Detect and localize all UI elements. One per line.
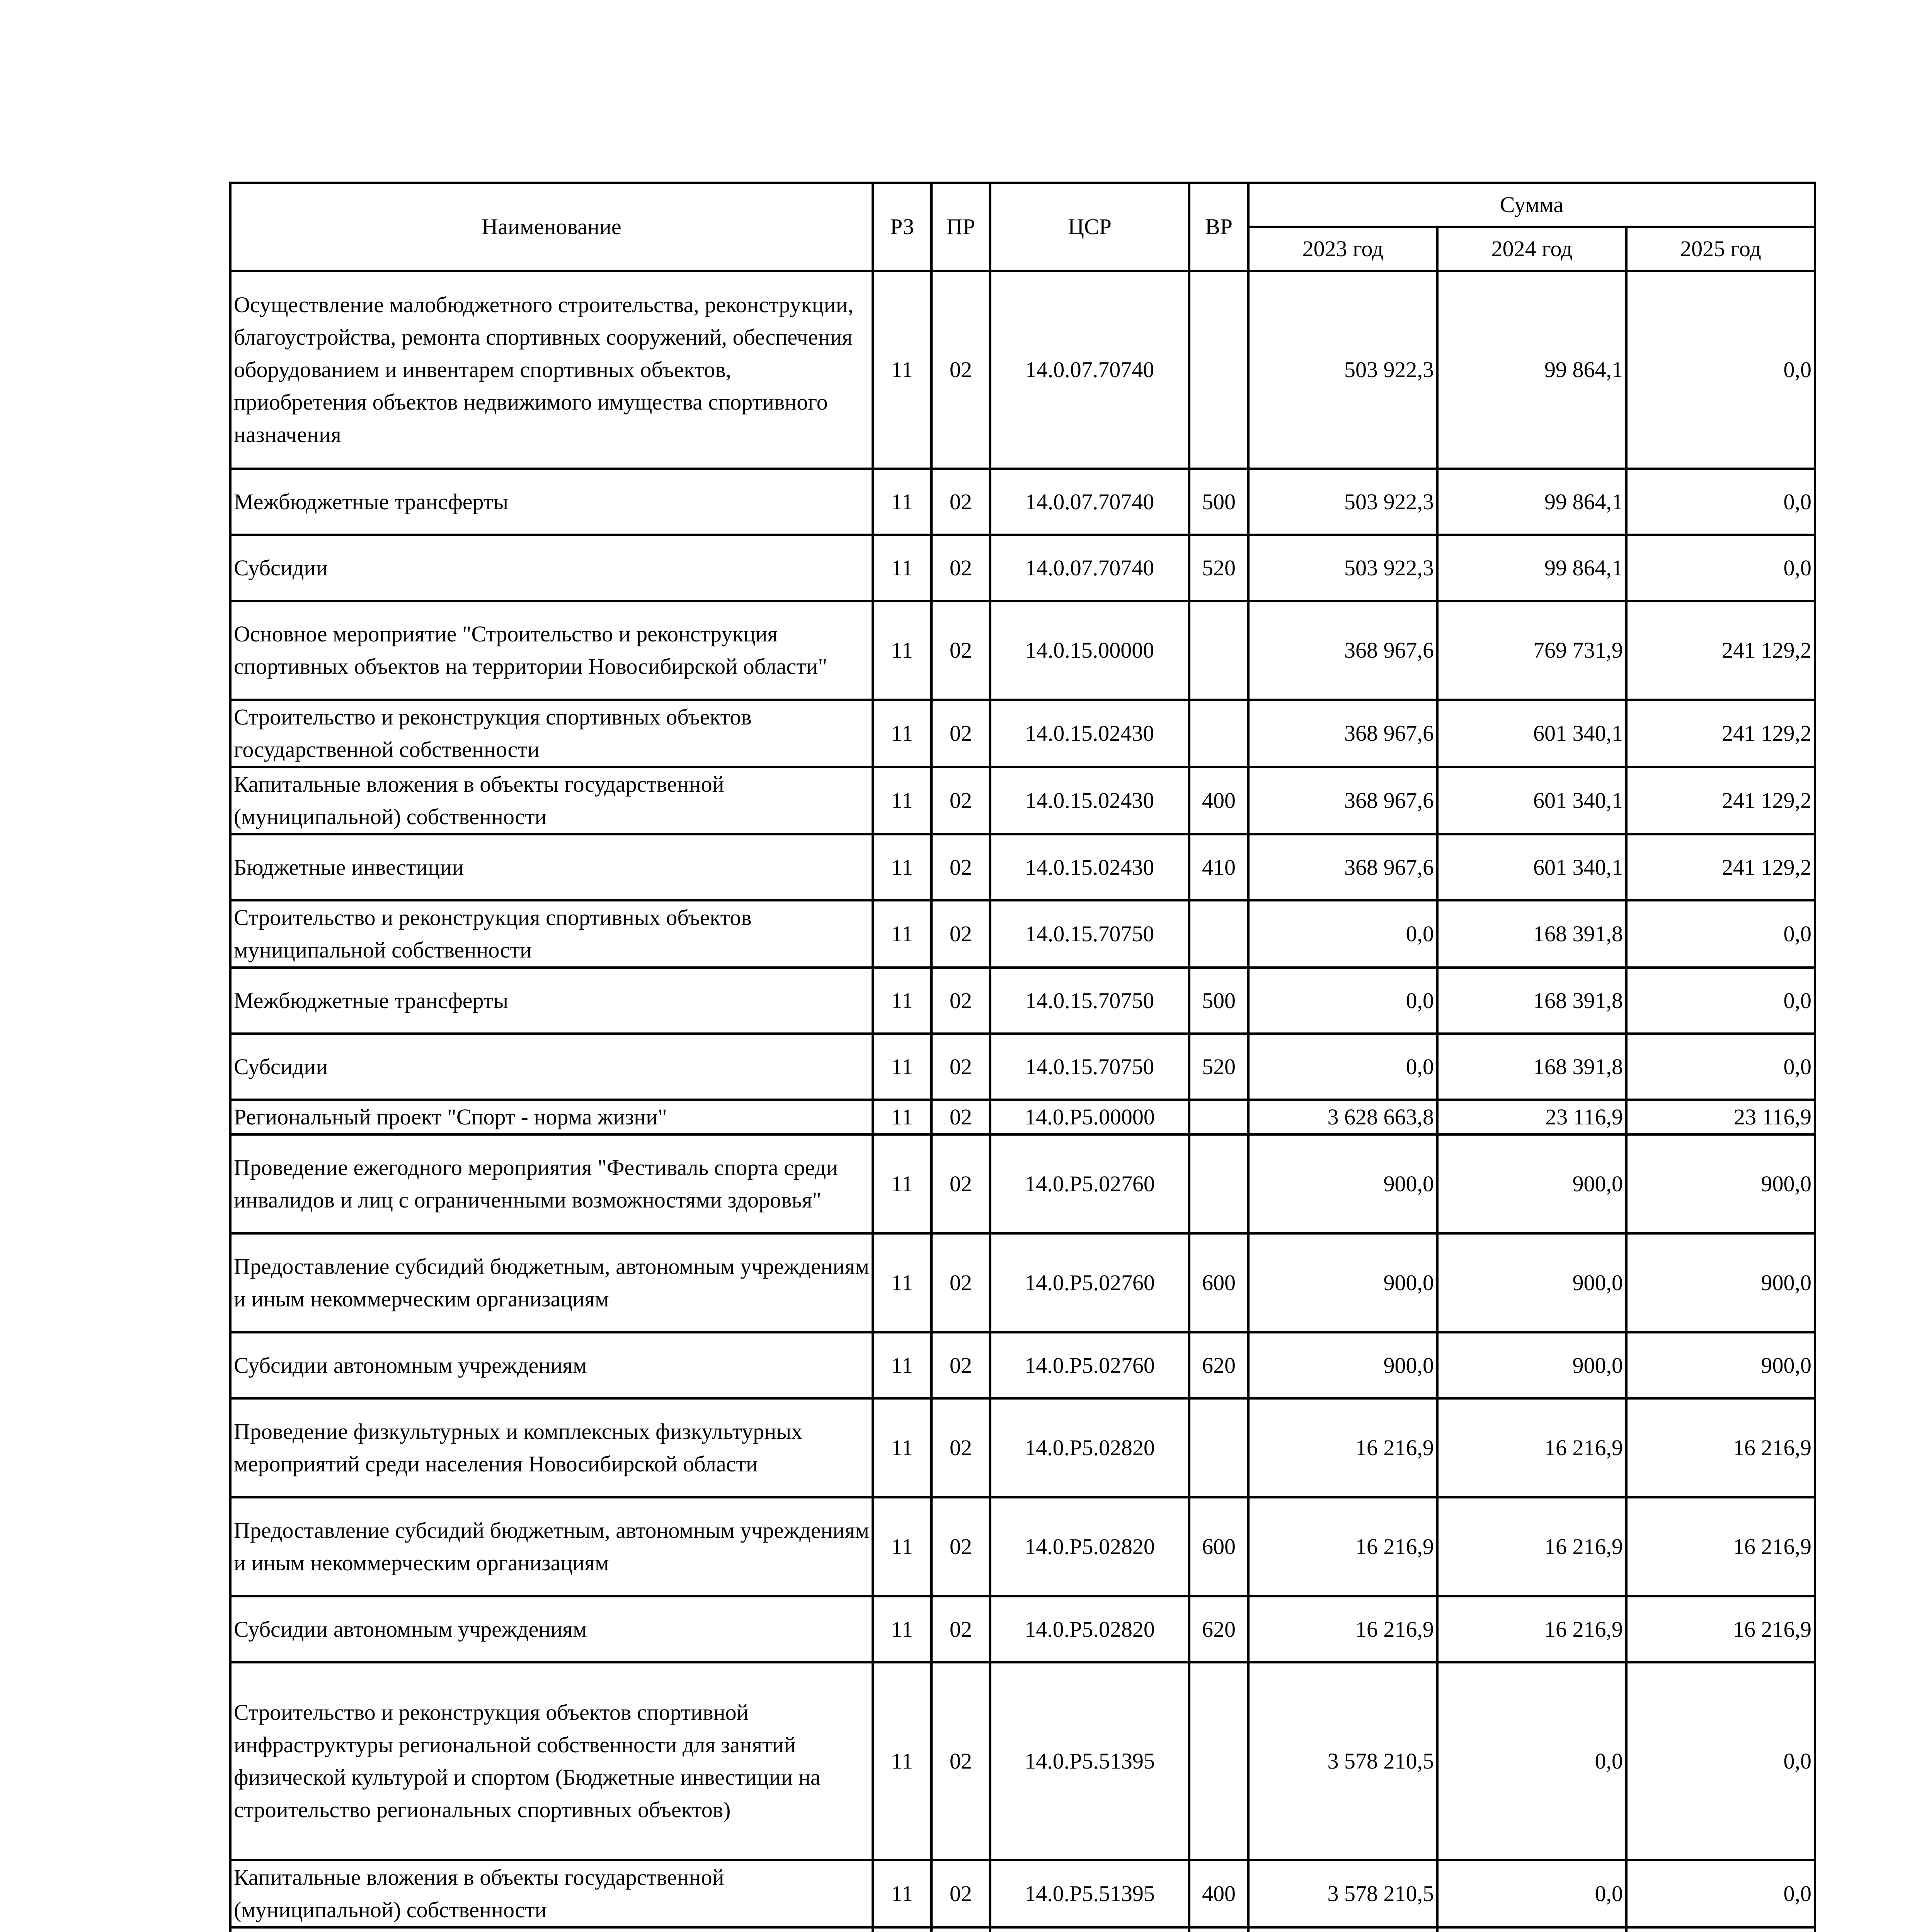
cell-sum-2025: 0,0 <box>1626 469 1815 535</box>
cell-pr: 02 <box>931 900 990 968</box>
cell-sum-2025: 0,0 <box>1626 1662 1815 1860</box>
cell-sum-2024: 900,0 <box>1437 1332 1626 1398</box>
cell-csr: 14.0.15.70750 <box>990 968 1189 1034</box>
table-row <box>230 1927 1815 1932</box>
cell-sum-2023: 16 216,9 <box>1248 1596 1437 1662</box>
cell-sum-2025: 241 129,2 <box>1626 767 1815 834</box>
cell-vr <box>1189 900 1248 968</box>
cell-sum-2023: 16 216,9 <box>1248 1398 1437 1497</box>
cell-vr <box>1189 271 1248 469</box>
table-row <box>230 601 1815 700</box>
cell-name: Субсидии <box>230 1034 873 1100</box>
cell-sum-2023: 900,0 <box>1248 1332 1437 1398</box>
cell-rz: 11 <box>873 1398 931 1497</box>
cell-csr: 14.0.P5.00000 <box>990 1100 1189 1134</box>
cell-sum-2025: 241 129,2 <box>1626 700 1815 767</box>
cell-sum-2025: 241 129,2 <box>1626 601 1815 700</box>
table-row <box>230 535 1815 601</box>
cell-sum-2024: 769 731,9 <box>1437 601 1626 700</box>
cell-name: Проведение физкультурных и комплексных физкультурных мероприятий среди населения Новосибирской области <box>230 1398 873 1497</box>
cell-rz: 11 <box>873 601 931 700</box>
cell-sum-2023: 0,0 <box>1248 900 1437 968</box>
cell-csr: 14.0.15.02430 <box>990 834 1189 900</box>
cell-pr: 02 <box>931 1100 990 1134</box>
cell-name: Строительство и реконструкция спортивных объектов муниципальной собственности <box>230 900 873 968</box>
cell-pr: 02 <box>931 1398 990 1497</box>
cell-vr <box>1189 1398 1248 1497</box>
header-sum: Сумма <box>1248 183 1815 227</box>
table-row <box>230 271 1815 469</box>
cell-sum-2024: 601 340,1 <box>1437 834 1626 900</box>
cell-rz: 11 <box>873 1034 931 1100</box>
table-row <box>230 1596 1815 1662</box>
cell-sum-2024: 16 216,9 <box>1437 1596 1626 1662</box>
cell-csr: 14.0.P5.51395 <box>990 1860 1189 1927</box>
header-vr: ВР <box>1189 183 1248 271</box>
header-rz: РЗ <box>873 183 931 271</box>
cell-rz: 11 <box>873 968 931 1034</box>
cell-sum-2024: 0,0 <box>1437 1860 1626 1927</box>
cell-name: Проведение ежегодного мероприятия "Фестиваль спорта среди инвалидов и лиц с ограниченными возможностями здоровья" <box>230 1134 873 1233</box>
cell-pr: 02 <box>931 1134 990 1233</box>
cell-csr <box>990 1927 1189 1932</box>
cell-sum-2023: 0,0 <box>1248 968 1437 1034</box>
cell-rz <box>873 1927 931 1932</box>
cell-sum-2025: 0,0 <box>1626 900 1815 968</box>
cell-sum-2023 <box>1248 1927 1437 1932</box>
cell-sum-2024: 601 340,1 <box>1437 767 1626 834</box>
cell-rz: 11 <box>873 900 931 968</box>
table-row <box>230 1100 1815 1134</box>
cell-sum-2024: 16 216,9 <box>1437 1398 1626 1497</box>
cell-rz: 11 <box>873 1497 931 1596</box>
cell-sum-2025: 0,0 <box>1626 535 1815 601</box>
cell-pr: 02 <box>931 1034 990 1100</box>
cell-vr: 400 <box>1189 1860 1248 1927</box>
header-csr: ЦСР <box>990 183 1189 271</box>
cell-name: Осуществление малобюджетного строительства, реконструкции, благоустройства, ремонта спортивных сооружений, обеспечения оборудованием и инвентарем спортивных объектов, приобретения объектов недвижимого имущества спортивного назначения <box>230 271 873 469</box>
cell-pr: 02 <box>931 1497 990 1596</box>
cell-rz: 11 <box>873 1100 931 1134</box>
cell-vr <box>1189 1134 1248 1233</box>
cell-vr: 500 <box>1189 469 1248 535</box>
cell-pr: 02 <box>931 1233 990 1332</box>
header-name: Наименование <box>230 183 873 271</box>
header-row <box>230 183 1815 227</box>
cell-sum-2023: 368 967,6 <box>1248 767 1437 834</box>
header-year-2024: 2024 год <box>1437 227 1626 271</box>
cell-csr: 14.0.07.70740 <box>990 535 1189 601</box>
cell-name: Межбюджетные трансферты <box>230 968 873 1034</box>
cell-pr: 02 <box>931 1596 990 1662</box>
cell-vr: 500 <box>1189 968 1248 1034</box>
table-row <box>230 700 1815 767</box>
cell-sum-2025: 241 129,2 <box>1626 834 1815 900</box>
cell-vr: 410 <box>1189 834 1248 900</box>
cell-sum-2023: 503 922,3 <box>1248 271 1437 469</box>
cell-csr: 14.0.15.02430 <box>990 700 1189 767</box>
cell-sum-2023: 16 216,9 <box>1248 1497 1437 1596</box>
table-body <box>230 271 1815 1932</box>
cell-csr: 14.0.15.70750 <box>990 900 1189 968</box>
cell-sum-2023: 3 578 210,5 <box>1248 1860 1437 1927</box>
cell-csr: 14.0.P5.02760 <box>990 1134 1189 1233</box>
table-row <box>230 469 1815 535</box>
cell-rz: 11 <box>873 1332 931 1398</box>
cell-csr: 14.0.07.70740 <box>990 271 1189 469</box>
cell-name: Субсидии автономным учреждениям <box>230 1596 873 1662</box>
cell-name: Межбюджетные трансферты <box>230 469 873 535</box>
cell-name: Субсидии <box>230 535 873 601</box>
cell-csr: 14.0.15.70750 <box>990 1034 1189 1100</box>
cell-sum-2024: 23 116,9 <box>1437 1100 1626 1134</box>
cell-csr: 14.0.15.02430 <box>990 767 1189 834</box>
table-row <box>230 1662 1815 1860</box>
budget-table-container <box>229 182 1814 1932</box>
cell-sum-2025: 900,0 <box>1626 1332 1815 1398</box>
cell-rz: 11 <box>873 834 931 900</box>
cell-sum-2025: 16 216,9 <box>1626 1596 1815 1662</box>
cell-csr: 14.0.P5.02820 <box>990 1398 1189 1497</box>
cell-name: Основное мероприятие "Строительство и реконструкция спортивных объектов на территории Новосибирской области" <box>230 601 873 700</box>
cell-sum-2023: 368 967,6 <box>1248 834 1437 900</box>
budget-table <box>229 182 1816 1932</box>
table-row <box>230 968 1815 1034</box>
cell-sum-2024: 168 391,8 <box>1437 1034 1626 1100</box>
cell-pr: 02 <box>931 469 990 535</box>
cell-sum-2025: 900,0 <box>1626 1233 1815 1332</box>
cell-vr <box>1189 601 1248 700</box>
cell-name: Предоставление субсидий бюджетным, автономным учреждениям и иным некоммерческим организациям <box>230 1497 873 1596</box>
cell-sum-2023: 0,0 <box>1248 1034 1437 1100</box>
cell-name <box>230 1927 873 1932</box>
table-row <box>230 900 1815 968</box>
table-row <box>230 834 1815 900</box>
cell-sum-2023: 900,0 <box>1248 1134 1437 1233</box>
cell-name: Субсидии автономным учреждениям <box>230 1332 873 1398</box>
cell-name: Региональный проект "Спорт - норма жизни" <box>230 1100 873 1134</box>
cell-csr: 14.0.P5.02820 <box>990 1596 1189 1662</box>
table-row <box>230 1332 1815 1398</box>
cell-sum-2025: 900,0 <box>1626 1134 1815 1233</box>
cell-rz: 11 <box>873 535 931 601</box>
cell-sum-2025: 0,0 <box>1626 968 1815 1034</box>
table-row <box>230 1134 1815 1233</box>
cell-sum-2024: 900,0 <box>1437 1134 1626 1233</box>
cell-name: Капитальные вложения в объекты государственной (муниципальной) собственности <box>230 767 873 834</box>
cell-rz: 11 <box>873 1596 931 1662</box>
cell-sum-2024 <box>1437 1927 1626 1932</box>
cell-sum-2024: 99 864,1 <box>1437 469 1626 535</box>
header-year-2023: 2023 год <box>1248 227 1437 271</box>
cell-sum-2023: 368 967,6 <box>1248 700 1437 767</box>
cell-vr <box>1189 1662 1248 1860</box>
cell-csr: 14.0.P5.02760 <box>990 1332 1189 1398</box>
cell-csr: 14.0.P5.51395 <box>990 1662 1189 1860</box>
cell-sum-2024: 168 391,8 <box>1437 968 1626 1034</box>
table-row <box>230 1233 1815 1332</box>
cell-vr: 620 <box>1189 1596 1248 1662</box>
cell-csr: 14.0.P5.02760 <box>990 1233 1189 1332</box>
cell-vr: 600 <box>1189 1233 1248 1332</box>
table-row <box>230 767 1815 834</box>
cell-sum-2025: 0,0 <box>1626 1860 1815 1927</box>
cell-vr <box>1189 1927 1248 1932</box>
cell-name: Предоставление субсидий бюджетным, автономным учреждениям и иным некоммерческим организациям <box>230 1233 873 1332</box>
cell-pr: 02 <box>931 968 990 1034</box>
header-pr: ПР <box>931 183 990 271</box>
cell-rz: 11 <box>873 1662 931 1860</box>
cell-sum-2024: 99 864,1 <box>1437 271 1626 469</box>
cell-vr: 520 <box>1189 1034 1248 1100</box>
table-row <box>230 1860 1815 1927</box>
cell-name: Строительство и реконструкция объектов спортивной инфраструктуры региональной собственности для занятий физической культурой и спортом (Бюджетные инвестиции на строительство региональных спортивных объектов) <box>230 1662 873 1860</box>
cell-sum-2024: 900,0 <box>1437 1233 1626 1332</box>
cell-sum-2025: 0,0 <box>1626 271 1815 469</box>
cell-rz: 11 <box>873 700 931 767</box>
cell-sum-2023: 3 628 663,8 <box>1248 1100 1437 1134</box>
cell-csr: 14.0.07.70740 <box>990 469 1189 535</box>
cell-pr: 02 <box>931 271 990 469</box>
cell-sum-2025: 16 216,9 <box>1626 1398 1815 1497</box>
cell-sum-2025: 23 116,9 <box>1626 1100 1815 1134</box>
cell-pr: 02 <box>931 601 990 700</box>
cell-rz: 11 <box>873 1233 931 1332</box>
cell-sum-2024: 0,0 <box>1437 1662 1626 1860</box>
cell-pr: 02 <box>931 700 990 767</box>
cell-sum-2024: 16 216,9 <box>1437 1497 1626 1596</box>
cell-sum-2023: 368 967,6 <box>1248 601 1437 700</box>
cell-sum-2025: 0,0 <box>1626 1034 1815 1100</box>
cell-csr: 14.0.15.00000 <box>990 601 1189 700</box>
header-year-2025: 2025 год <box>1626 227 1815 271</box>
cell-pr: 02 <box>931 767 990 834</box>
cell-vr: 520 <box>1189 535 1248 601</box>
cell-vr: 400 <box>1189 767 1248 834</box>
cell-name: Капитальные вложения в объекты государственной (муниципальной) собственности <box>230 1860 873 1927</box>
table-row <box>230 1497 1815 1596</box>
cell-sum-2024: 168 391,8 <box>1437 900 1626 968</box>
cell-pr: 02 <box>931 1662 990 1860</box>
cell-pr <box>931 1927 990 1932</box>
cell-vr: 600 <box>1189 1497 1248 1596</box>
cell-rz: 11 <box>873 469 931 535</box>
cell-pr: 02 <box>931 1860 990 1927</box>
cell-csr: 14.0.P5.02820 <box>990 1497 1189 1596</box>
cell-rz: 11 <box>873 271 931 469</box>
cell-sum-2024: 601 340,1 <box>1437 700 1626 767</box>
cell-sum-2023: 900,0 <box>1248 1233 1437 1332</box>
cell-rz: 11 <box>873 1134 931 1233</box>
cell-pr: 02 <box>931 535 990 601</box>
table-row <box>230 1398 1815 1497</box>
cell-sum-2025: 16 216,9 <box>1626 1497 1815 1596</box>
cell-sum-2023: 503 922,3 <box>1248 535 1437 601</box>
cell-sum-2023: 503 922,3 <box>1248 469 1437 535</box>
cell-vr <box>1189 700 1248 767</box>
cell-sum-2024: 99 864,1 <box>1437 535 1626 601</box>
cell-name: Бюджетные инвестиции <box>230 834 873 900</box>
cell-rz: 11 <box>873 767 931 834</box>
cell-vr <box>1189 1100 1248 1134</box>
cell-vr: 620 <box>1189 1332 1248 1398</box>
cell-sum-2025 <box>1626 1927 1815 1932</box>
cell-name: Строительство и реконструкция спортивных объектов государственной собственности <box>230 700 873 767</box>
cell-pr: 02 <box>931 834 990 900</box>
table-row <box>230 1034 1815 1100</box>
cell-sum-2023: 3 578 210,5 <box>1248 1662 1437 1860</box>
cell-pr: 02 <box>931 1332 990 1398</box>
cell-rz: 11 <box>873 1860 931 1927</box>
